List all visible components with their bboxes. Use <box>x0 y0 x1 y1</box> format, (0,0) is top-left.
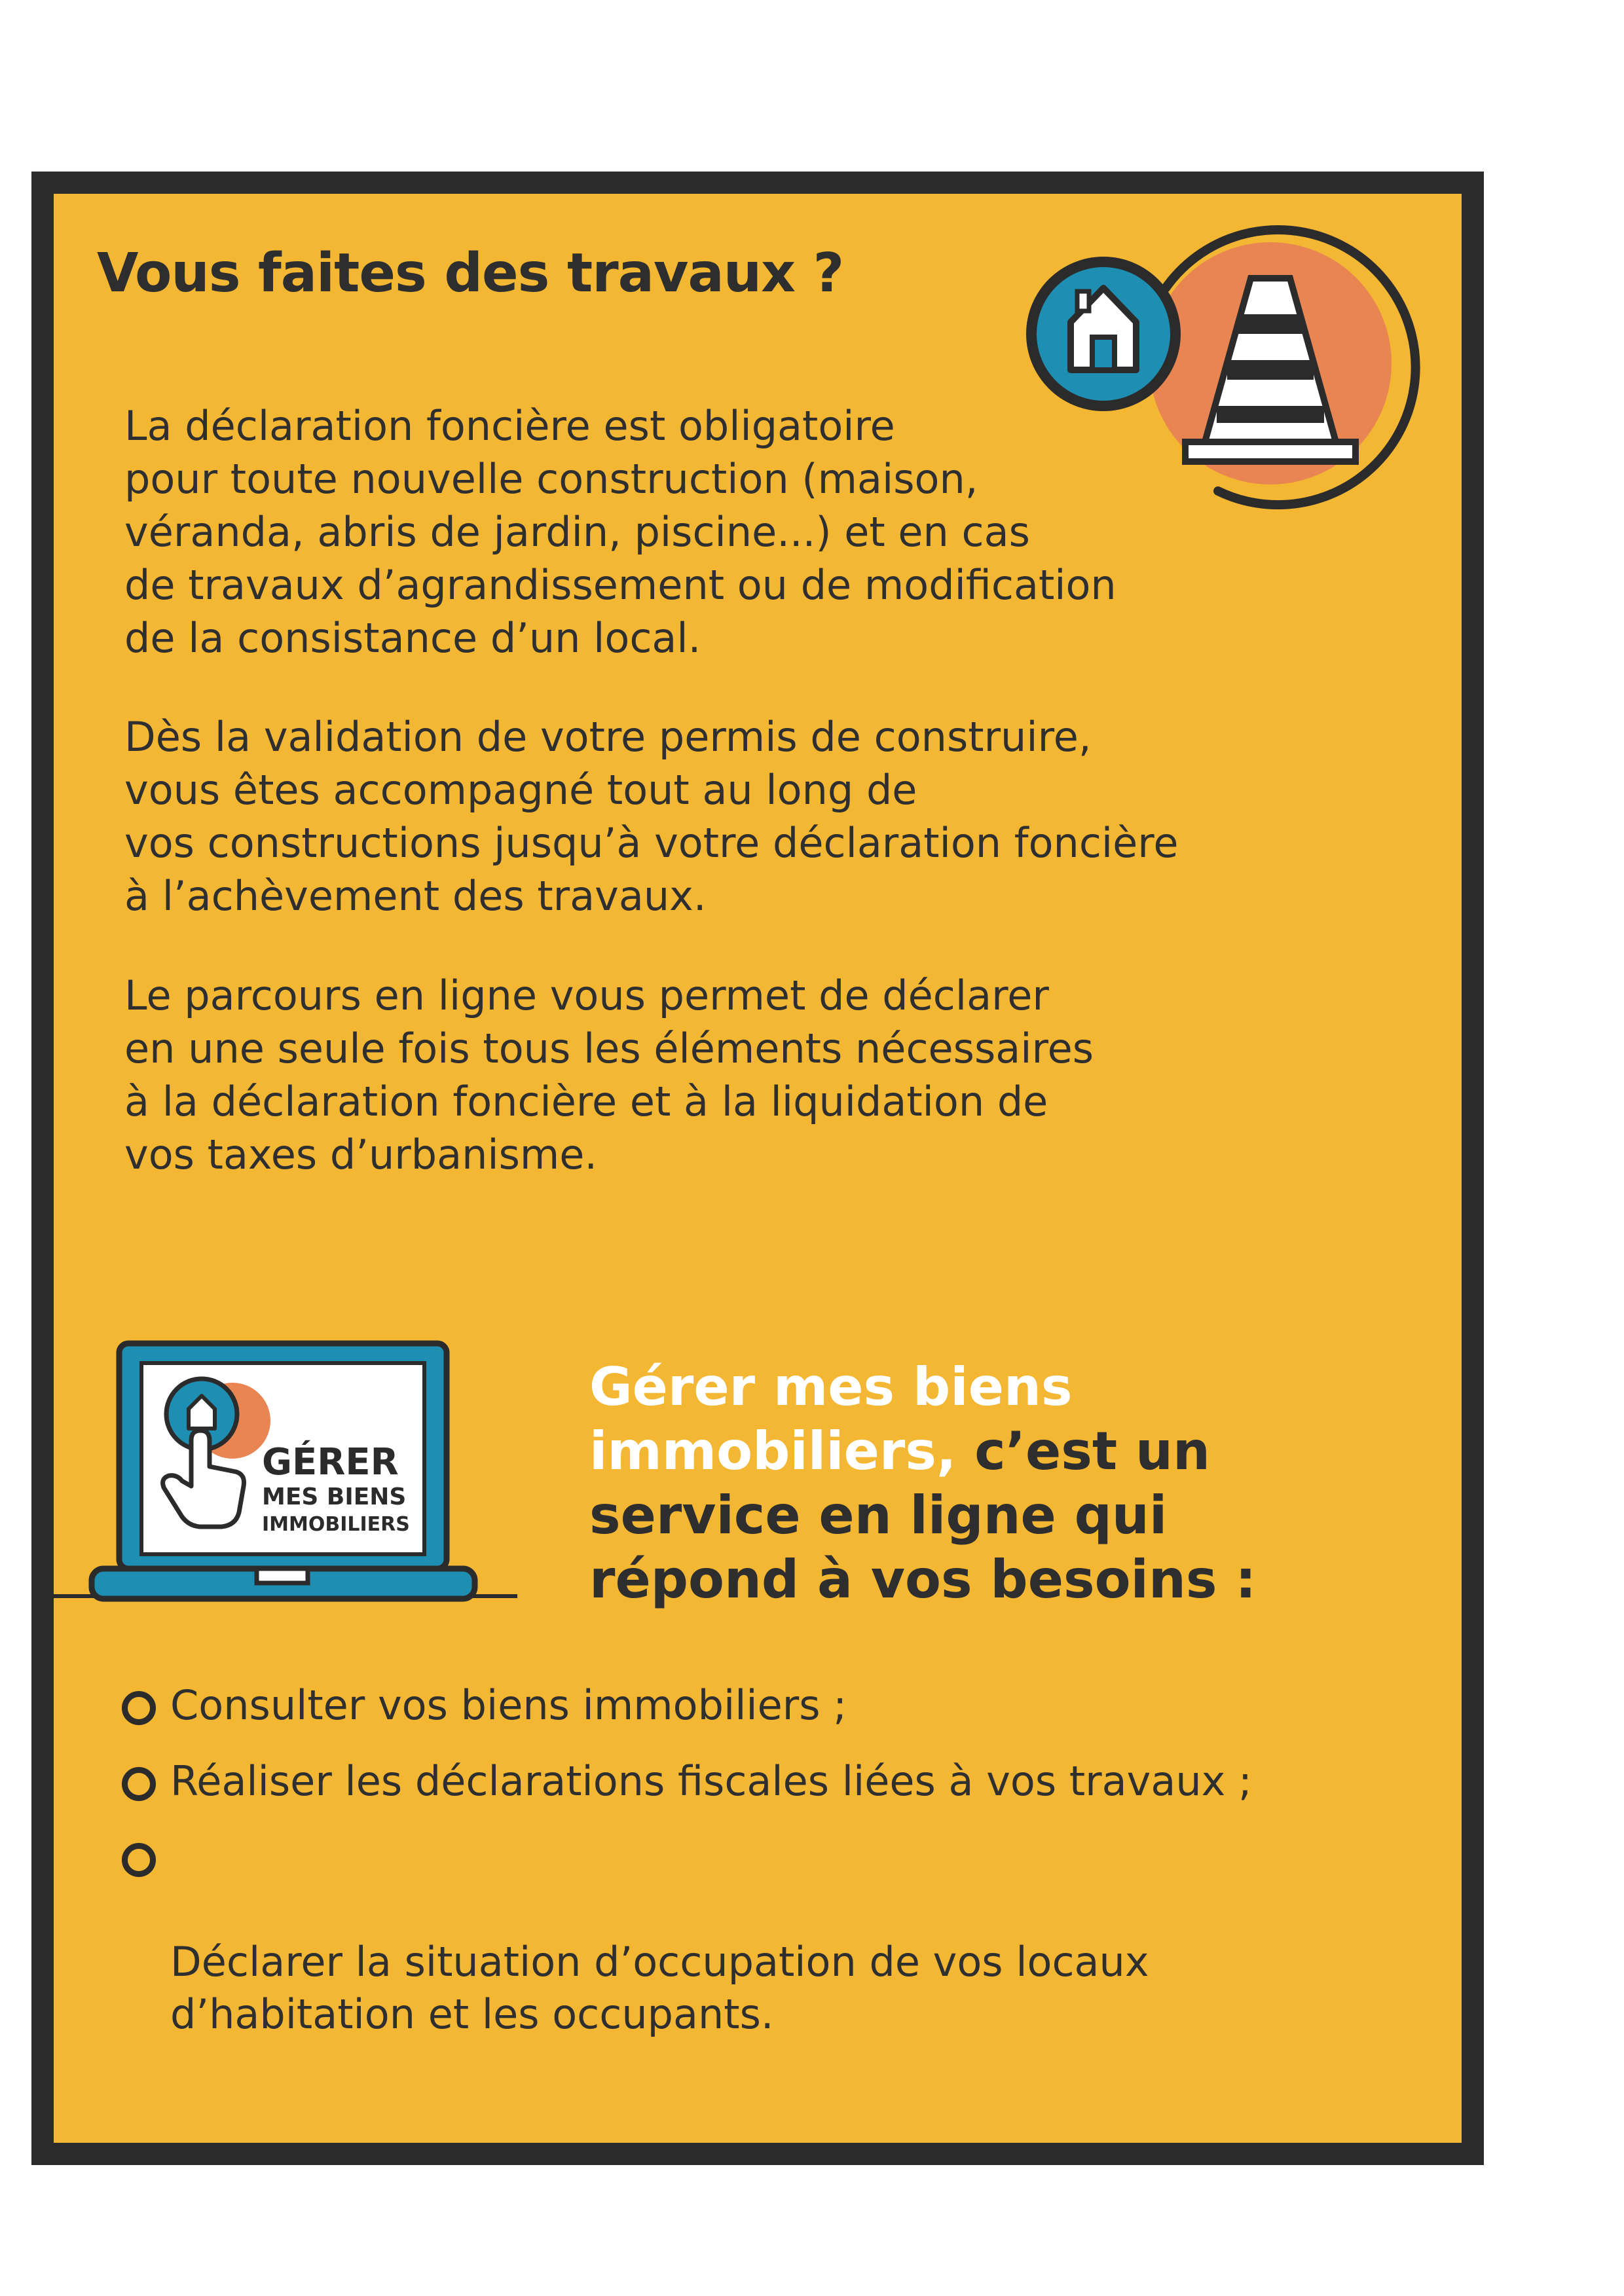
page-title: Vous faites des travaux ? <box>97 242 844 304</box>
paragraph-declaration: La déclaration foncière est obligatoire pour toute nouvelle construction (maison, véranda, abris de jardin, piscine...) et en cas de travaux d’agrandissement ou de modification de la consistance d’un local. <box>124 402 1116 662</box>
circle-bullet-icon <box>122 1767 156 1801</box>
laptop-icon <box>46 1336 530 1611</box>
paragraph-validation: Dès la validation de votre permis de construire, vous êtes accompagné tout au long de vos constructions jusqu’à votre déclaration foncière à l’achèvement des travaux. <box>124 713 1179 920</box>
list-item <box>118 1679 1362 1732</box>
paragraph-online: Le parcours en ligne vous permet de déclarer en une seule fois tous les éléments nécessaires à la déclaration foncière et à la liquidation de vos taxes d’urbanisme. <box>124 972 1094 1178</box>
logo-text-immobiliers: IMMOBILIERS <box>262 1513 410 1536</box>
service-name: Gérer mes biens immobiliers, <box>589 1357 1073 1482</box>
list-item <box>118 1831 1362 2041</box>
list-item-text: Réaliser les déclarations fiscales liées à vos travaux ; <box>170 1757 1252 1805</box>
list-item-text: Déclarer la situation d’occupation de vos locaux d’habitation et les occupants. <box>170 1938 1149 2038</box>
service-description: c’est un service en ligne qui répond à vos besoins : <box>589 1421 1257 1610</box>
service-heading <box>589 1355 1342 1612</box>
bullet-list <box>118 1679 1362 2064</box>
house-icon <box>1026 257 1181 411</box>
circle-bullet-icon <box>122 1691 156 1725</box>
logo-text-gerer: GÉRER <box>262 1441 399 1484</box>
logo-text-mes-biens: MES BIENS <box>262 1484 407 1510</box>
circle-bullet-icon <box>122 1843 156 1877</box>
list-item-text: Consulter vos biens immobiliers ; <box>170 1681 847 1729</box>
list-item <box>118 1755 1362 1808</box>
